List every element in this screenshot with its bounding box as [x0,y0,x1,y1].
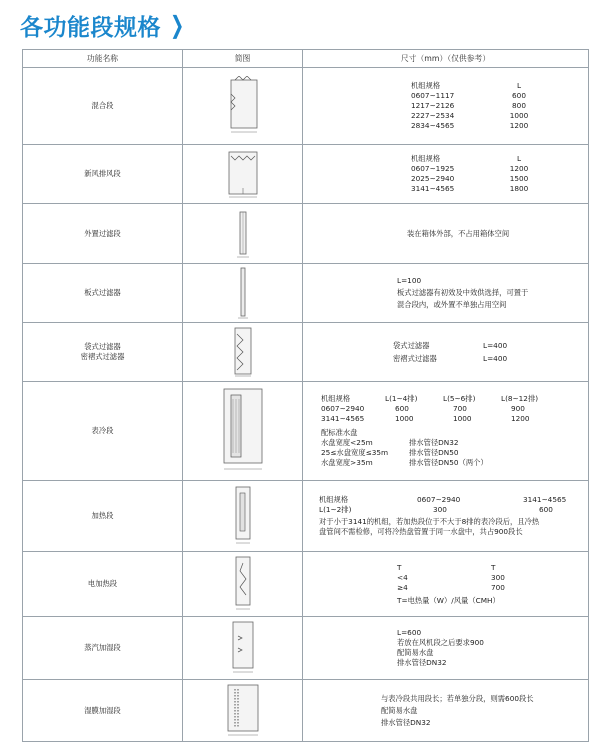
fresh-exhaust-section-diagram [183,145,303,204]
spec-cell: 2834~4565 [411,121,455,130]
table-row [23,145,589,204]
table-row [23,680,589,742]
row-name: 湿膜加湿段 [23,680,183,742]
spec-table [22,49,589,742]
row-name: 电加热段 [23,552,183,617]
spec-cell: 3141~4565 [411,184,455,193]
spec-cell: ≥4 [397,582,408,592]
table-row [23,323,589,382]
spec-head: 机组规格 [411,81,441,90]
row-name: 蒸汽加湿段 [23,617,183,680]
spec-cell: 排水管径DN32 [409,438,459,447]
row-spec [303,552,589,617]
spec-head: L [516,81,522,90]
row-name: 加热段 [23,481,183,552]
table-row [23,617,589,680]
table-row [23,552,589,617]
page-title [20,8,188,42]
header-spec: 尺寸（mm）（仅供参考） [303,50,589,68]
spec-head: 机组规格 [411,154,441,163]
spec-cell: 600 [512,91,526,100]
spec-cell: L=400 [483,353,508,363]
spec-head: 机组规格 [319,495,349,504]
spec-cell: 1217~2126 [411,101,455,110]
spec-line: 排水管径DN32 [381,717,431,727]
table-header-row [23,50,589,68]
spec-cell: 1000 [453,414,472,423]
row-name: 混合段 [23,68,183,145]
spec-line: 配简易水盘 [381,705,418,715]
spec-pan-title: 配标准水盘 [321,428,358,437]
page-title-text: 各功能段规格 [20,14,161,41]
spec-cell: 1200 [509,164,529,173]
row-name-line: 袋式过滤器 [84,342,121,351]
row-name: 新风排风段 [23,145,183,204]
header-figure: 简图 [183,50,303,68]
spec-cell: <4 [397,572,408,582]
spec-cell: 1200 [511,414,530,423]
table-row [23,204,589,264]
spec-cell: 600 [539,505,553,514]
spec-head: L(1~4排) [385,394,418,403]
spec-cell: 2025~2940 [411,174,455,183]
spec-cell: 袋式过滤器 [393,340,430,350]
wet-film-humidifier-diagram [183,680,303,742]
chevron-right-icon: ❯ [170,11,185,39]
spec-cell: 300 [491,572,505,582]
spec-cell: 1000 [395,414,414,423]
spec-head: 机组规格 [321,394,351,403]
spec-line: 配简易水盘 [397,648,434,657]
spec-cell: 0607~1925 [411,164,455,173]
row-name: 表冷段 [23,382,183,481]
mixing-section-diagram [183,68,303,145]
spec-line: 若放在风机段之后要求900 [397,638,484,647]
row-name: 板式过滤器 [23,264,183,323]
spec-note: 盘管间不需检修，可将冷热盘管置于同一水盘中，共占900段长 [319,527,523,536]
electric-heating-diagram [183,552,303,617]
row-spec [303,264,589,323]
spec-cell: 700 [491,582,505,592]
spec-head: L(5~6排) [443,394,476,403]
spec-cell: 25≤水盘宽度≤35m [321,448,389,457]
spec-cell: 0607~2940 [321,404,365,413]
spec-cell: 0607~1117 [411,91,455,100]
header-name: 功能名称 [23,50,183,68]
row-spec [303,323,589,382]
row-spec [303,382,589,481]
row-spec [303,481,589,552]
spec-line: L=100 [397,276,422,285]
bag-filter-diagram [183,323,303,382]
spec-head: T [397,562,402,572]
table-row [23,264,589,323]
steam-humidifier-diagram [183,617,303,680]
cooling-coil-diagram [183,382,303,481]
spec-cell: 3141~4565 [321,414,365,423]
spec-line: L=600 [397,628,422,637]
row-spec [303,145,589,204]
spec-line: 混合段内，或外置不单独占用空间 [397,300,507,309]
row-name: 外置过滤段 [23,204,183,264]
panel-filter-diagram [183,264,303,323]
spec-line: 排水管径DN32 [397,658,447,667]
external-filter-diagram [183,204,303,264]
spec-cell: 1200 [509,121,529,130]
spec-cell: 1800 [509,184,529,193]
row-spec [303,617,589,680]
spec-head: L(8~12排) [501,394,539,403]
spec-cell: 800 [512,101,526,110]
spec-head: T [491,562,496,572]
row-spec [303,680,589,742]
spec-head: 0607~2940 [417,495,461,504]
table-row [23,481,589,552]
spec-cell: 900 [511,404,525,413]
spec-head: 3141~4565 [523,495,567,504]
spec-cell: 密褶式过滤器 [393,353,437,363]
heating-section-diagram [183,481,303,552]
spec-cell: 700 [453,404,467,413]
spec-cell: 300 [433,505,447,514]
spec-cell: 600 [395,404,409,413]
spec-note: 装在箱体外部，不占用箱体空间 [407,228,510,238]
row-name-line: 密褶式过滤器 [80,352,125,361]
spec-cell: 1500 [509,174,529,183]
spec-cell: L(1~2排) [319,505,352,514]
row-name [23,323,183,382]
spec-line: 板式过滤器有初效及中效供选择，可置于 [397,288,529,297]
spec-foot: T=电热量（W）/风量（CMH） [397,595,500,605]
row-spec [303,204,589,264]
spec-cell: 水盘宽度>35m [321,458,373,467]
spec-cell: 水盘宽度<25m [321,438,373,447]
spec-cell: 排水管径DN50（两个） [409,458,488,467]
spec-note: 对于小于3141的机组，若加热段位于不大于8排的表冷段后，且冷热 [319,517,540,526]
spec-cell: 2227~2534 [411,111,455,120]
table-row [23,382,589,481]
row-spec [303,68,589,145]
spec-head: L [516,154,522,163]
table-row [23,68,589,145]
spec-cell: 排水管径DN50 [409,448,459,457]
spec-cell: 1000 [509,111,529,120]
spec-cell: L=400 [483,340,508,350]
spec-line: 与表冷段共用段长；若单独分段，则需600段长 [381,693,534,703]
